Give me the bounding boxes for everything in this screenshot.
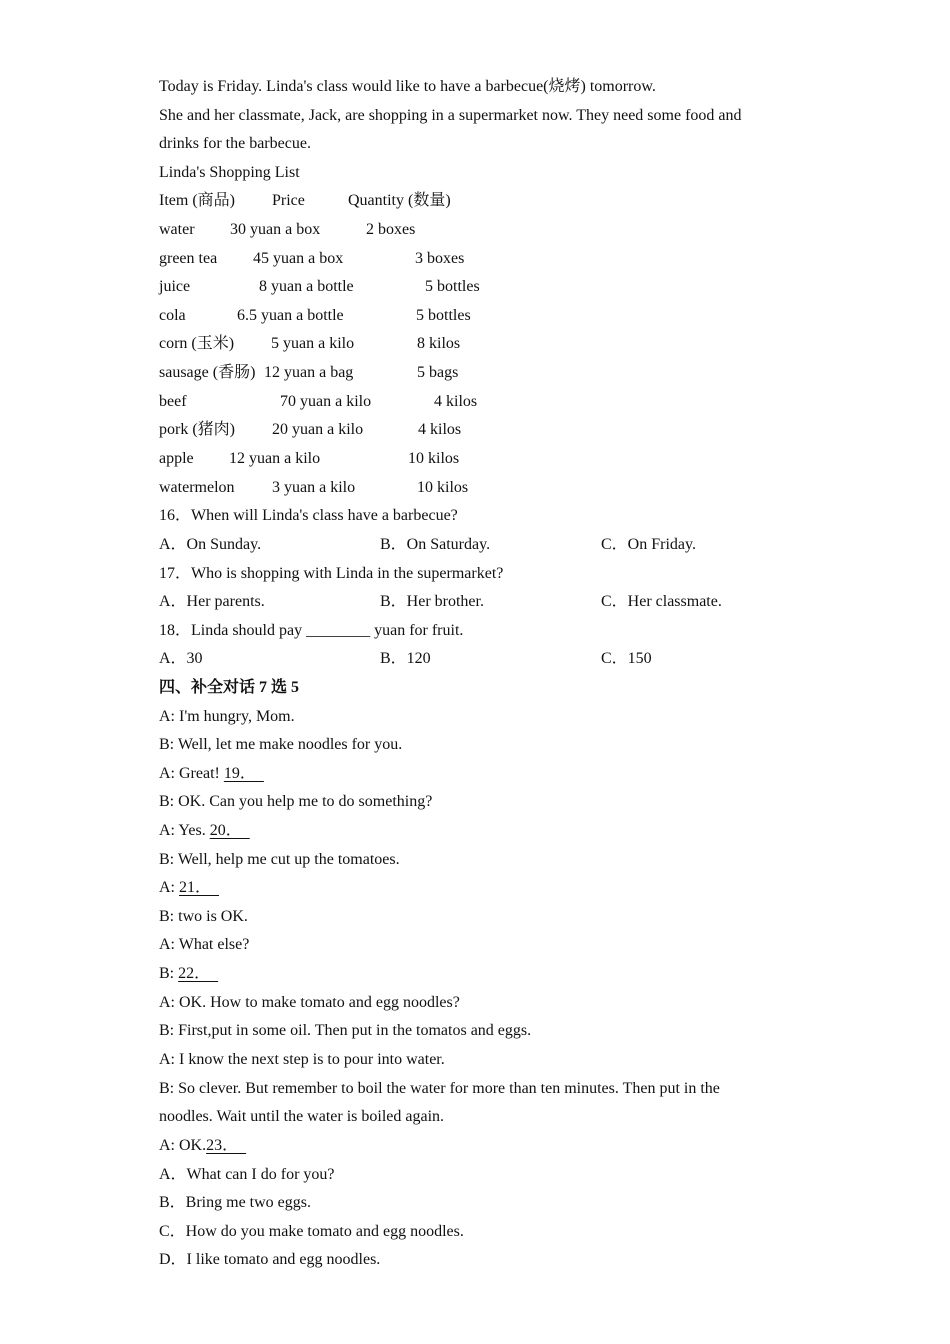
dialogue-line [159,1079,720,1099]
dialogue-line [159,821,250,841]
question-stem: 17．Who is shopping with Linda in the supermarket? [159,565,504,582]
answer-blank-22[interactable]: 22． [178,965,219,982]
item-cell: beef [159,393,187,410]
dialogue-text: A: I know the next step is to pour into water. [159,1051,445,1068]
intro-line: Today is Friday. Linda's class would like to have a barbecue(烧烤) tomorrow. [159,78,656,95]
option-c: C．Her classmate. [601,593,722,610]
price-cell: 8 yuan a bottle [259,278,354,295]
question-stem: 16．When will Linda's class have a barbecue? [159,507,458,524]
price-cell: 6.5 yuan a bottle [237,307,344,324]
answer-blank-20[interactable]: 20． [209,822,250,839]
dialogue-text: noodles. Wait until the water is boiled again. [159,1108,445,1125]
option-a: A．On Sunday. [159,536,262,553]
dialogue-text: A: I'm hungry, Mom. [159,708,295,725]
quantity-cell: 10 kilos [417,479,469,496]
dialogue-line [159,707,295,727]
answer-blank-21[interactable]: 21． [179,879,220,896]
dialogue-text: A: OK. [159,1137,207,1154]
quantity-cell: 5 bottles [425,278,480,295]
item-cell: watermelon [159,479,235,496]
dialogue-line [159,993,460,1013]
dialogue-line [159,764,264,784]
dialogue-text: A: OK. How to make tomato and egg noodles? [159,994,460,1011]
option-b: B．120 [380,650,431,667]
dialogue-line [159,1107,444,1127]
dialogue-line [159,1021,531,1041]
section-title: 四、补全对话 7 选 5 [159,679,300,696]
quantity-cell: 10 kilos [408,450,460,467]
dialogue-line [159,735,402,755]
choice-d: D．I like tomato and egg noodles. [159,1251,381,1268]
option-a: A．Her parents. [159,593,265,610]
dialogue-line [159,792,432,812]
column-header-quantity: Quantity (数量) [348,192,451,209]
item-cell: juice [159,278,191,295]
dialogue-line [159,878,219,898]
dialogue-text: A: Yes. [159,822,210,839]
dialogue-line [159,964,218,984]
dialogue-text: B: Well, help me cut up the tomatoes. [159,851,400,868]
answer-blank-19[interactable]: 19． [223,765,264,782]
option-c: C．On Friday. [601,536,696,553]
dialogue-text: B: So clever. But remember to boil the water for more than ten minutes. Then put in the [159,1080,720,1097]
item-cell: apple [159,450,194,467]
quantity-cell: 3 boxes [415,250,465,267]
dialogue-text: A: What else? [159,936,250,953]
price-cell: 5 yuan a kilo [271,335,355,352]
shopping-list-title: Linda's Shopping List [159,164,300,181]
dialogue-line [159,850,400,870]
column-header-price: Price [272,192,305,209]
item-cell: sausage (香肠) [159,364,256,381]
price-cell: 12 yuan a kilo [229,450,321,467]
price-cell: 20 yuan a kilo [272,421,364,438]
dialogue-text: B: [159,965,179,982]
choice-c: C．How do you make tomato and egg noodles. [159,1223,464,1240]
option-b: B．On Saturday. [380,536,491,553]
intro-line: She and her classmate, Jack, are shopping in a supermarket now. They need some food and [159,107,742,124]
dialogue-text: B: First,put in some oil. Then put in the tomatos and eggs. [159,1022,532,1039]
quantity-cell: 2 boxes [366,221,416,238]
item-cell: cola [159,307,186,324]
option-c: C．150 [601,650,652,667]
item-cell: water [159,221,195,238]
price-cell: 3 yuan a kilo [272,479,356,496]
quantity-cell: 4 kilos [434,393,478,410]
item-cell: corn (玉米) [159,335,235,352]
item-cell: green tea [159,250,218,267]
option-b: B．Her brother. [380,593,484,610]
dialogue-line [159,1136,246,1156]
answer-blank-23[interactable]: 23． [206,1137,247,1154]
dialogue-line [159,1050,445,1070]
dialogue-text: B: two is OK. [159,908,248,925]
price-cell: 45 yuan a box [253,250,344,267]
quantity-cell: 5 bottles [416,307,471,324]
column-header-item: Item (商品) [159,192,235,209]
dialogue-text: B: Well, let me make noodles for you. [159,736,403,753]
price-cell: 12 yuan a bag [264,364,354,381]
question-stem: 18．Linda should pay ________ yuan for fruit. [159,622,464,639]
quantity-cell: 4 kilos [418,421,462,438]
item-cell: pork (猪肉) [159,421,235,438]
price-cell: 30 yuan a box [230,221,321,238]
dialogue-line [159,907,248,927]
choice-b: B．Bring me two eggs. [159,1194,311,1211]
dialogue-text: B: OK. Can you help me to do something? [159,793,433,810]
dialogue-text: A: Great! [159,765,224,782]
dialogue-text: A: [159,879,179,896]
price-cell: 70 yuan a kilo [280,393,372,410]
option-a: A．30 [159,650,203,667]
choice-a: A．What can I do for you? [159,1166,335,1183]
dialogue-line [159,935,249,955]
intro-line: drinks for the barbecue. [159,135,311,152]
quantity-cell: 8 kilos [417,335,461,352]
quantity-cell: 5 bags [417,364,459,381]
